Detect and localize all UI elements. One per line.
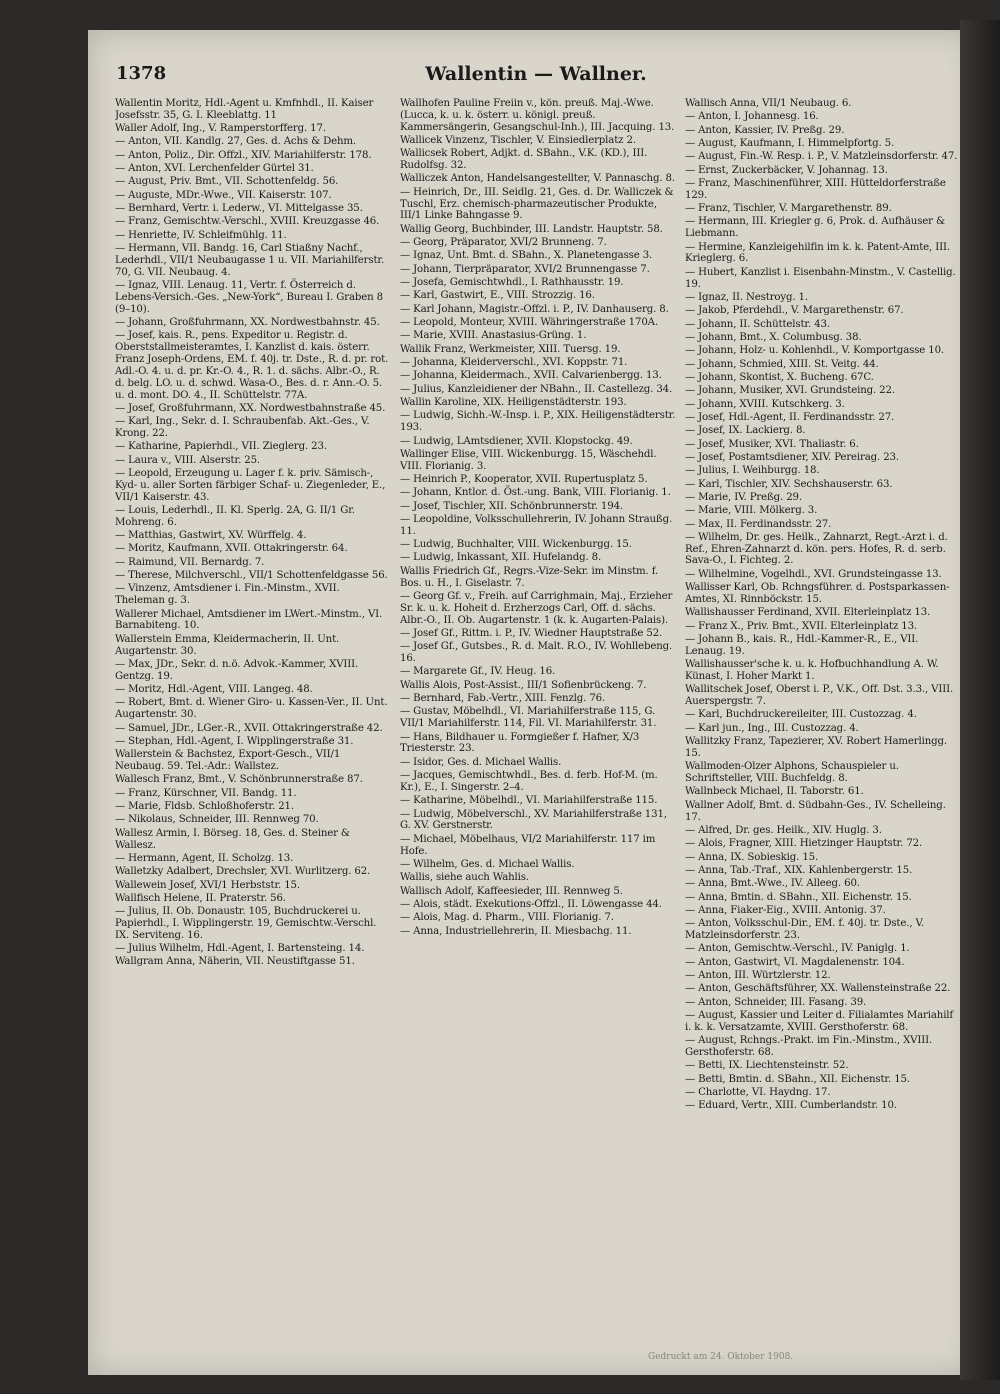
directory-entry: Wallisch Adolf, Kaffeesieder, III. Rennweg 5. <box>400 885 623 897</box>
directory-entry: Wallik Franz, Werkmeister, XIII. Tuersg. 19. <box>400 343 621 355</box>
directory-entry: — Ignaz, II. Nestroyg. 1. <box>685 291 808 303</box>
directory-entry: — Ludwig, Sichh.-W.-Insp. i. P., XIX. Heiligenstädterstr. 193. <box>400 410 676 434</box>
directory-entry: — Stephan, Hdl.-Agent, I. Wipplingerstraße 31. <box>115 735 354 747</box>
directory-entry: — Alois, städt. Exekutions-Offzl., II. Löwengasse 44. <box>400 898 662 910</box>
directory-entry: — Georg, Präparator, XVI/2 Brunneng. 7. <box>400 237 607 249</box>
directory-entry: — Johann, Musiker, XVI. Grundsteing. 22. <box>685 385 895 397</box>
directory-entry: — Anna, Industriellehrerin, II. Miesbachg. 11. <box>400 925 632 937</box>
directory-entry: Wallhofen Pauline Freiin v., kön. preuß. Maj.-Wwe. (Lucca, k. u. k. österr. u. königl. preuß. Kammersängerin, Gesangschul-Inh.), III. Jacquing. 13. <box>400 98 675 133</box>
directory-entry: Wallicek Vinzenz, Tischler, V. Einsiedlerplatz 2. <box>400 134 636 146</box>
directory-entry: — Franz, Maschinenführer, XIII. Hütteldorferstraße 129. <box>685 177 946 201</box>
directory-entry: Wallitzky Franz, Tapezierer, XV. Robert Hamerlingg. 15. <box>685 736 947 759</box>
directory-entry: — Karl, Gastwirt, E., VIII. Strozzig. 16. <box>400 290 595 302</box>
directory-entry: — Anton, Volksschul-Dir., EM. f. 40j. tr. Dste., V. Matzleinsdorferstr. 23. <box>685 918 925 941</box>
directory-entry: Walletzky Adalbert, Drechsler, XVI. Wurlitzerg. 62. <box>115 866 371 878</box>
directory-entry: — Ernst, Zuckerbäcker, V. Johannag. 13. <box>685 164 888 176</box>
directory-entry: — Franz, Tischler, V. Margarethenstr. 89. <box>685 203 892 215</box>
directory-entry: — Ignaz, Unt. Bmt. d. SBahn., X. Planetengasse 3. <box>400 250 653 262</box>
directory-entry: — Samuel, JDr., LGer.-R., XVII. Ottakringerstraße 42. <box>115 722 383 734</box>
directory-entry: — Leopold, Monteur, XVIII. Währingerstraße 170A. <box>400 317 658 329</box>
book-binding-edge <box>960 20 1000 1380</box>
directory-entry: — Franz, Gemischtw.-Verschl., XVIII. Kreuzgasse 46. <box>115 216 380 228</box>
directory-entry: — Bernhard, Fab.-Vertr., XIII. Fenzlg. 76. <box>400 693 606 705</box>
directory-entry: — Anton, Kassier, IV. Preßg. 29. <box>685 124 845 136</box>
directory-entry: Wallerer Michael, Amtsdiener im LWert.-Minstm., VI. Barnabiteng. 10. <box>115 608 383 632</box>
column-middle <box>400 98 677 1348</box>
directory-entry: — Wilhelm, Dr. ges. Heilk., Zahnarzt, Regt.-Arzt i. d. Ref., Ehren-Zahnarzt d. kön. pers. Hofes, R. d. serb. Sava-O., I. Fichteg. 2. <box>685 531 948 567</box>
directory-entry: Wallishausser'sche k. u. k. Hofbuchhandlung A. W. Künast, I. Hoher Markt 1. <box>685 659 939 682</box>
directory-entry: — August, Kaufmann, I. Himmelpfortg. 5. <box>685 137 895 149</box>
directory-entry: — Johann, Holz- u. Kohlenhdl., V. Komportgasse 10. <box>685 345 944 357</box>
directory-entry: — Anton, XVI. Lerchenfelder Gürtel 31. <box>115 163 314 175</box>
directory-entry: Wallisser Karl, Ob. Rchngsführer. d. Postsparkassen-Amtes, XI. Rinnböckstr. 15. <box>685 582 950 605</box>
directory-entry: — Anna, Bmtin. d. SBahn., XII. Eichenstr. 15. <box>685 891 912 903</box>
directory-entry: — Karl, Buchdruckereileiter, III. Custozzag. 4. <box>685 709 917 721</box>
directory-entry: — Marie, IV. Preßg. 29. <box>685 491 802 503</box>
directory-entry: — Wilhelm, Ges. d. Michael Wallis. <box>400 858 575 870</box>
directory-entry: — Johann, Skontist, X. Bucheng. 67C. <box>685 371 874 383</box>
directory-entry: — Laura v., VIII. Alserstr. 25. <box>115 454 261 466</box>
directory-entry: — Hermann, III. Kriegler g. 6, Prok. d. Aufhäuser & Liebmann. <box>685 216 945 240</box>
directory-entry: — Moritz, Kaufmann, XVII. Ottakringerstr. 64. <box>115 543 348 555</box>
directory-entry: — Anton, Poliz., Dir. Offzl., XIV. Mariahilferstr. 178. <box>115 149 372 161</box>
directory-entry: — Anton, III. Würtzlerstr. 12. <box>685 969 831 981</box>
directory-entry: Wallig Georg, Buchbinder, III. Landstr. Hauptstr. 58. <box>400 223 663 235</box>
directory-entry: — Moritz, Hdl.-Agent, VIII. Langeg. 48. <box>115 684 313 696</box>
directory-entry: — Anton, Schneider, III. Fasang. 39. <box>685 996 867 1008</box>
directory-entry: — Alfred, Dr. ges. Heilk., XIV. Huglg. 3. <box>685 824 882 836</box>
directory-entry: Wallinger Elise, VIII. Wickenburgg. 15, Wäschehdl. VIII. Florianig. 3. <box>400 448 657 472</box>
directory-entry: — Jacques, Gemischtwhdl., Bes. d. ferb. Hof-M. (m. Kr.), E., I. Singerstr. 2–4. <box>400 770 658 793</box>
printer-imprint: Gedruckt am 24. Oktober 1908. <box>648 1352 794 1362</box>
directory-entry: — Julius, II. Ob. Donaustr. 105, Buchdruckerei u. Papierhdl., I. Wipplingerstr. 19, Gemischtw.-Verschl. IX. Serviteng. 16. <box>115 906 377 941</box>
directory-entry: — Anton, Gemischtw.-Verschl., IV. Paniglg. 1. <box>685 943 910 955</box>
directory-entry: — Franz, Kürschner, VII. Bandg. 11. <box>115 787 297 799</box>
directory-entry: — Ludwig, Buchhalter, VIII. Wickenburgg. 15. <box>400 539 632 551</box>
directory-entry: — Karl jun., Ing., III. Custozzag. 4. <box>685 722 859 734</box>
directory-entry: — Josef Gf., Gutsbes., R. d. Malt. R.O., IV. Wohllebeng. 16. <box>400 641 673 665</box>
directory-entry: — Eduard, Vertr., XIII. Cumberlandstr. 10. <box>685 1100 897 1112</box>
directory-entry: — Anna, Tab.-Traf., XIX. Kahlenbergerstr. 15. <box>685 864 913 876</box>
directory-entry: — Franz X., Priv. Bmt., XVII. Elterleinplatz 13. <box>685 620 918 632</box>
directory-entry: — Josef, kais. R., pens. Expeditor u. Registr. d. Oberststallmeisteramtes, I. Kanzlist d. kais. österr. Franz Joseph-Ordens, EM. f. 40j. tr. Dste., R. d. pr. rot. Adl.-O. 4. u. d. pr. Kr.-O. 4., R. 1. d. sächs. Albr.-O., R. d. belg. LO. u. d. schwd. Wasa-O., Bes. d. r. Ann.-O. 5. u. d. mont. DO. 4., II. Schüttelstr. 77A. <box>115 330 389 401</box>
column-right <box>685 98 962 1348</box>
directory-entry: — August, Rchngs.-Prakt. im Fin.-Minstm., XVIII. Gersthoferstr. 68. <box>685 1035 933 1058</box>
running-head: Wallentin — Wallner. <box>425 63 647 85</box>
directory-entry: — Anna, IX. Sobieskig. 15. <box>685 851 819 863</box>
directory-entry: — Jakob, Pferdehdl., V. Margarethenstr. 67. <box>685 305 904 317</box>
directory-entry: — Bernhard, Vertr. i. Lederw., VI. Mittelgasse 35. <box>115 203 363 215</box>
directory-entry: — Georg Gf. v., Freih. auf Carrighmain, Maj., Erzieher Sr. k. u. k. Hoheit d. Erzherzogs Carl, Off. d. sächs. Albr.-O., II. Ob. Augartenstr. 1 (k. k. Augarten-Palais). <box>400 590 673 626</box>
directory-entry: — Josef, Tischler, XII. Schönbrunnerstr. 194. <box>400 500 624 512</box>
directory-entry: — Katharine, Papierhdl., VII. Zieglerg. 23. <box>115 441 327 453</box>
directory-entry: — Betti, Bmtin. d. SBahn., XII. Eichenstr. 15. <box>685 1073 910 1085</box>
directory-entry: — Julius, Kanzleidiener der NBahn., II. Castellezg. 34. <box>400 383 673 395</box>
directory-entry: — Johann, II. Schüttelstr. 43. <box>685 318 830 330</box>
directory-entry: — Michael, Möbelhaus, VI/2 Mariahilferstr. 117 im Hofe. <box>400 833 656 857</box>
directory-entry: — Karl, Ing., Sekr. d. I. Schraubenfab. Akt.-Ges., V. Krong. 22. <box>115 416 370 440</box>
directory-entry: Wallin Karoline, XIX. Heiligenstädterstr. 193. <box>400 397 627 409</box>
directory-entry: Wallis, siehe auch Wahlis. <box>400 872 529 884</box>
directory-entry: — Josef, IX. Lackierg. 8. <box>685 425 806 437</box>
directory-entry: — Ludwig, Inkassant, XII. Hufelandg. 8. <box>400 552 602 564</box>
directory-entry: Wallentin Moritz, Hdl.-Agent u. Kmfnhdl., II. Kaiser Josefsstr. 35, G. I. Kleeblattg. 11 <box>115 98 374 121</box>
directory-entry: Wallerstein Emma, Kleidermacherin, II. Unt. Augartenstr. 30. <box>115 633 340 657</box>
directory-entry: — Karl Johann, Magistr.-Offzl. i. P., IV. Danhauserg. 8. <box>400 303 669 315</box>
directory-entry: Wallitschek Josef, Oberst i. P., V.K., Off. Dst. 3.3., VIII. Auerspergstr. 7. <box>685 684 954 708</box>
directory-entry: — Raimund, VII. Bernardg. 7. <box>115 556 265 568</box>
directory-entry: — Betti, IX. Liechtensteinstr. 52. <box>685 1060 849 1072</box>
directory-entry: — Margarete Gf., IV. Heug. 16. <box>400 666 556 678</box>
directory-entry: — Wilhelmine, Vogelhdl., XVI. Grundsteingasse 13. <box>685 568 942 580</box>
directory-entry: — Josef Gf., Rittm. i. P., IV. Wiedner Hauptstraße 52. <box>400 627 663 639</box>
page-number: 1378 <box>116 63 167 84</box>
directory-entry: — Alois, Fragner, XIII. Hietzinger Hauptstr. 72. <box>685 838 923 850</box>
directory-entry: — Johann, Großfuhrmann, XX. Nordwestbahnstr. 45. <box>115 317 380 329</box>
directory-page <box>88 30 973 1375</box>
directory-entry: — Johann B., kais. R., Hdl.-Kammer-R., E., VII. Lenaug. 19. <box>685 633 919 657</box>
columns-container <box>115 98 963 1348</box>
directory-entry: — Alois, Mag. d. Pharm., VIII. Florianig. 7. <box>400 912 614 924</box>
directory-entry: Wallewein Josef, XVI/1 Herbststr. 15. <box>115 879 300 891</box>
directory-entry: Walliczek Anton, Handelsangestellter, V. Pannaschg. 8. <box>400 173 675 185</box>
directory-entry: — Karl, Tischler, XIV. Sechshauserstr. 63. <box>685 478 893 490</box>
directory-entry: — Charlotte, VI. Haydng. 17. <box>685 1086 831 1098</box>
directory-entry: Wallnbeck Michael, II. Taborstr. 61. <box>685 786 864 798</box>
directory-entry: — Anna, Bmt.-Wwe., IV. Alleeg. 60. <box>685 878 860 890</box>
directory-entry: — Josefa, Gemischtwhdl., I. Rathhausstr. 19. <box>400 277 624 289</box>
directory-entry: Wallfisch Helene, II. Praterstr. 56. <box>115 892 286 904</box>
directory-entry: — Henriette, IV. Schleifmühlg. 11. <box>115 229 287 241</box>
directory-entry: — Max, JDr., Sekr. d. n.ö. Advok.-Kammer, XVIII. Gentzg. 19. <box>115 658 359 682</box>
directory-entry: — Leopoldine, Volksschullehrerin, IV. Johann Straußg. 11. <box>400 514 673 537</box>
directory-entry: — Josef, Musiker, XVI. Thaliastr. 6. <box>685 438 859 450</box>
directory-entry: — Anton, I. Johannesg. 16. <box>685 111 819 123</box>
directory-entry: Wallishausser Ferdinand, XVII. Elterleinplatz 13. <box>685 607 931 619</box>
directory-entry: — Anton, Gastwirt, VI. Magdalenenstr. 104. <box>685 956 905 968</box>
directory-entry: Wallesch Franz, Bmt., V. Schönbrunnerstraße 87. <box>115 774 363 786</box>
directory-entry: — Anna, Fiaker-Eig., XVIII. Antonig. 37. <box>685 904 886 916</box>
directory-entry: Wallis Alois, Post-Assist., III/1 Sofienbrückeng. 7. <box>400 679 647 691</box>
directory-entry: — Johann, XVIII. Kutschkerg. 3. <box>685 398 845 410</box>
directory-entry: — Heinrich, Dr., III. Seidlg. 21, Ges. d. Dr. Walliczek & Tuschl, Erz. chemisch-pharmazeutischer Produkte, III/1 Linke Bahngasse 9. <box>400 186 674 222</box>
directory-entry: — Josef, Großfuhrmann, XX. Nordwestbahnstraße 45. <box>115 402 386 414</box>
directory-entry: — Auguste, MDr.-Wwe., VII. Kaiserstr. 107. <box>115 189 332 201</box>
page-header <box>116 63 956 93</box>
directory-entry: — Nikolaus, Schneider, III. Rennweg 70. <box>115 814 319 826</box>
directory-entry: — August, Fin.-W. Resp. i. P., V. Matzleinsdorferstr. 47. <box>685 151 958 163</box>
directory-entry: — Robert, Bmt. d. Wiener Giro- u. Kassen-Ver., II. Unt. Augartenstr. 30. <box>115 697 388 721</box>
directory-entry: — Ignaz, VIII. Lenaug. 11, Vertr. f. Österreich d. Lebens-Versich.-Ges. „New-York“, Bureau I. Graben 8 (9–10). <box>115 280 384 315</box>
directory-entry: — August, Kassier und Leiter d. Filialamtes Mariahilf i. k. k. Versatzamte, XVIII. Gersthoferstr. 68. <box>685 1009 954 1033</box>
directory-entry: Waller Adolf, Ing., V. Ramperstorfferg. 17. <box>115 123 326 135</box>
directory-entry: — Marie, Fldsb. Schloßhoferstr. 21. <box>115 801 294 813</box>
directory-entry: — Ludwig, Möbelverschl., XV. Mariahilferstraße 131, G. XV. Gerstnerstr. <box>400 808 667 832</box>
directory-entry: — Hubert, Kanzlist i. Eisenbahn-Minstm., V. Castellig. 19. <box>685 266 956 290</box>
directory-entry: — Max, II. Ferdinandsstr. 27. <box>685 518 832 530</box>
directory-entry: — August, Priv. Bmt., VII. Schottenfeldg. 56. <box>115 176 339 188</box>
column-left <box>115 98 392 1348</box>
directory-entry: Wallmoden-Olzer Alphons, Schauspieler u. Schriftsteller, VIII. Buchfeldg. 8. <box>685 761 899 785</box>
directory-entry: Wallis Friedrich Gf., Regrs.-Vize-Sekr. im Minstm. f. Bos. u. H., I. Giselastr. 7. <box>400 565 659 589</box>
directory-entry: — Heinrich P., Kooperator, XVII. Rupertusplatz 5. <box>400 474 648 486</box>
directory-entry: — Julius, I. Weihburgg. 18. <box>685 465 820 477</box>
directory-entry: — Louis, Lederhdl., II. Kl. Sperlg. 2A, G. II/1 Gr. Mohreng. 6. <box>115 505 355 528</box>
directory-entry: — Johanna, Kleidermach., XVII. Calvarienbergg. 13. <box>400 370 662 382</box>
directory-entry: — Josef, Hdl.-Agent, II. Ferdinandsstr. 27. <box>685 411 895 423</box>
directory-entry: — Johanna, Kleiderverschl., XVI. Koppstr. 71. <box>400 357 628 369</box>
directory-entry: — Hermann, Agent, II. Scholzg. 13. <box>115 852 294 864</box>
directory-entry: Wallgram Anna, Näherin, VII. Neustiftgasse 51. <box>115 956 355 968</box>
directory-entry: — Johann, Kntlor. d. Öst.-ung. Bank, VIII. Florianig. 1. <box>400 487 671 499</box>
directory-entry: — Josef, Postamtsdiener, XIV. Pereirag. 23. <box>685 451 899 463</box>
directory-entry: — Anton, Geschäftsführer, XX. Wallensteinstraße 22. <box>685 983 951 995</box>
directory-entry: — Leopold, Erzeugung u. Lager f. k. priv. Sämisch-, Kyd- u. aller Sorten färbiger Schaf- u. Ziegenleder, E., VII/1 Kaiserstr. 43. <box>115 468 386 503</box>
directory-entry: — Matthias, Gastwirt, XV. Würffelg. 4. <box>115 530 307 542</box>
directory-entry: — Marie, XVIII. Anastasius-Grüng. 1. <box>400 330 587 342</box>
directory-entry: Wallner Adolf, Bmt. d. Südbahn-Ges., IV. Schelleing. 17. <box>685 799 946 823</box>
directory-entry: Wallicsek Robert, Adjkt. d. SBahn., V.K. (KD.), III. Rudolfsg. 32. <box>400 148 648 172</box>
directory-entry: — Marie, VIII. Mölkerg. 3. <box>685 505 818 517</box>
directory-entry: Wallerstein & Bachstez, Export-Gesch., VII/1 Neubaug. 59. Tel.-Adr.: Wallstez. <box>115 749 341 773</box>
directory-entry: — Hans, Bildhauer u. Formgießer f. Hafner, X/3 Triesterstr. 23. <box>400 731 640 755</box>
directory-entry: — Katharine, Möbelhdl., VI. Mariahilferstraße 115. <box>400 795 658 807</box>
directory-entry: — Julius Wilhelm, Hdl.-Agent, I. Bartensteing. 14. <box>115 943 365 955</box>
directory-entry: Wallesz Armin, I. Börseg. 18, Ges. d. Steiner & Wallesz. <box>115 827 350 851</box>
directory-entry: — Anton, VII. Kandlg. 27, Ges. d. Achs & Dehm. <box>115 136 356 148</box>
directory-entry: Wallisch Anna, VII/1 Neubaug. 6. <box>685 98 852 109</box>
directory-entry: — Gustav, Möbelhdl., VI. Mariahilferstraße 115, G. VII/1 Mariahilferstr. 114, Fil. VI. Mariahilferstr. 31. <box>400 706 657 730</box>
directory-entry: — Isidor, Ges. d. Michael Wallis. <box>400 756 562 768</box>
directory-entry: — Johann, Schmied, XIII. St. Veitg. 44. <box>685 358 879 370</box>
directory-entry: — Vinzenz, Amtsdiener i. Fin.-Minstm., XVII. Theleman g. 3. <box>115 583 340 607</box>
directory-entry: — Hermine, Kanzleigehilfin im k. k. Patent-Amte, III. Krieglerg. 6. <box>685 241 950 265</box>
directory-entry: — Hermann, VII. Bandg. 16, Carl Stiaßny Nachf., Lederhdl., VII/1 Neubaugasse 1 u. VII. Mariahilferstr. 70, G. VII. Neubaug. 4. <box>115 243 385 278</box>
directory-entry: — Therese, Milchverschl., VII/1 Schottenfeldgasse 56. <box>115 570 388 582</box>
directory-entry: — Ludwig, LAmtsdiener, XVII. Klopstockg. 49. <box>400 435 633 447</box>
directory-entry: — Johann, Bmt., X. Columbusg. 38. <box>685 331 862 343</box>
directory-entry: — Johann, Tierpräparator, XVI/2 Brunnengasse 7. <box>400 263 650 275</box>
